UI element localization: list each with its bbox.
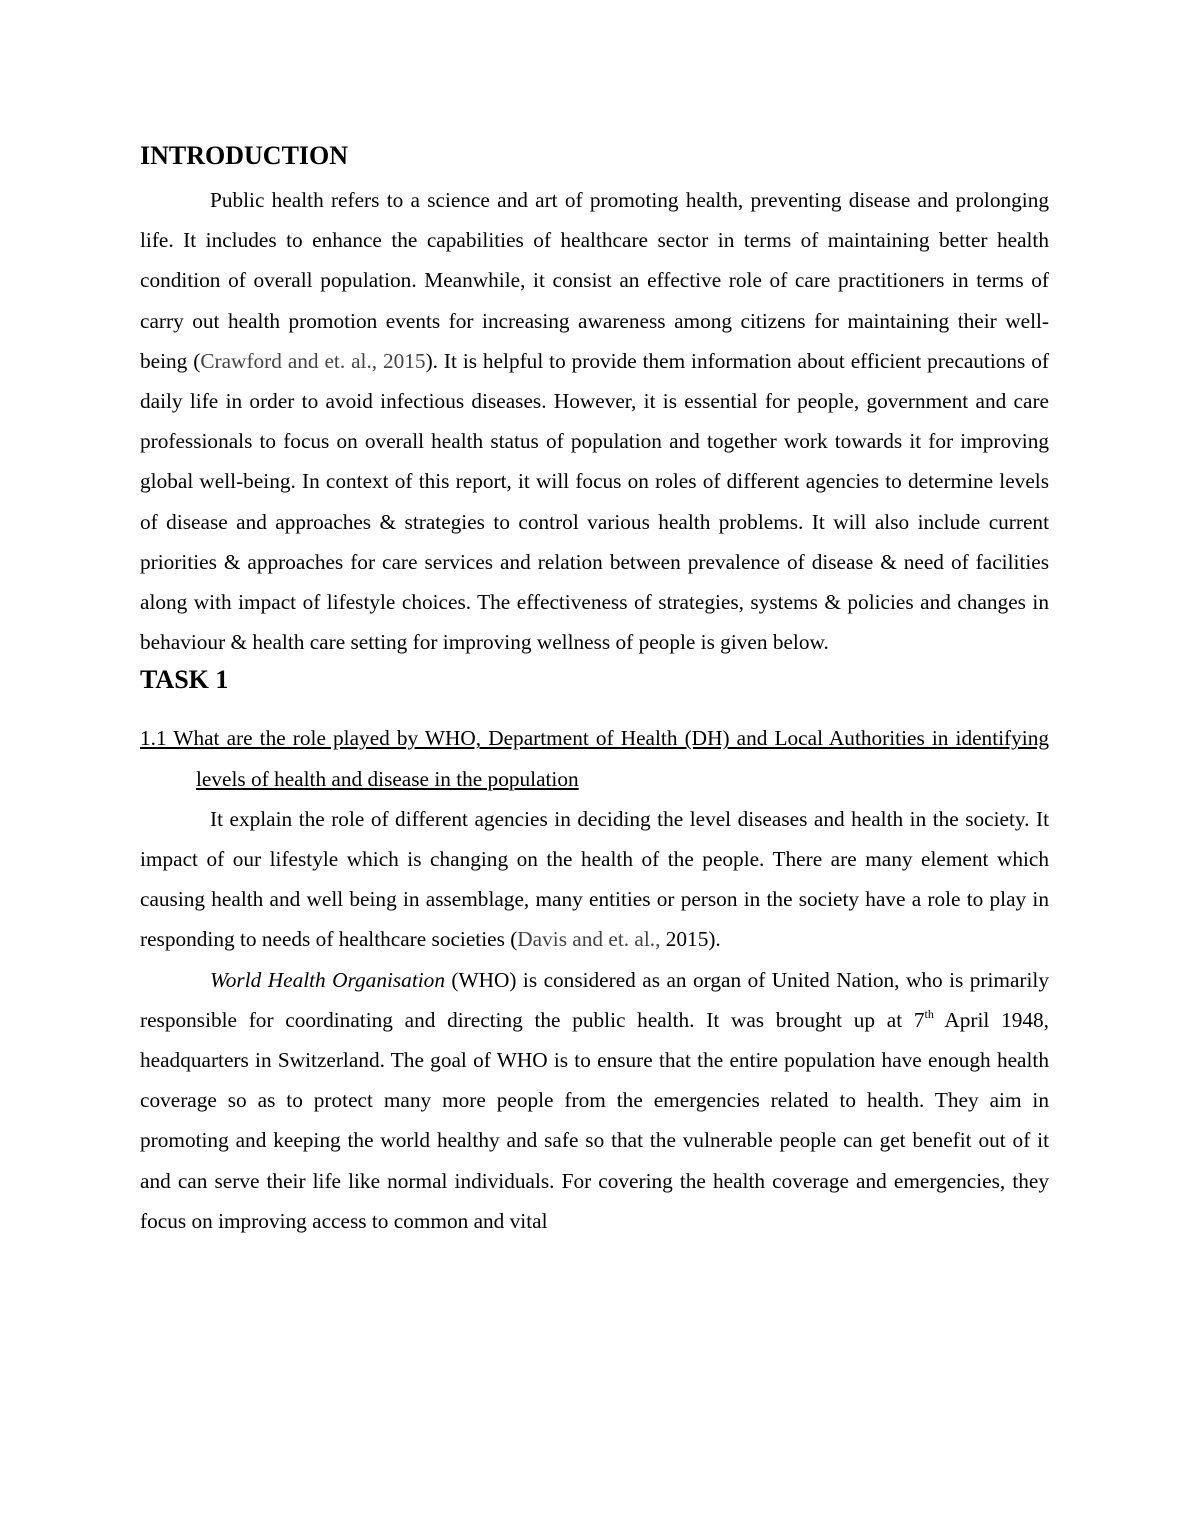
task1-p1-citation: Davis and et. al.,: [517, 927, 661, 952]
introduction-paragraph: [140, 180, 1049, 662]
task1-paragraph-1: [140, 799, 1049, 960]
who-italic-name: World Health Organisation: [210, 967, 445, 992]
document-page: [140, 138, 1049, 1241]
task1-p2-text-1: (WHO) is considered as an organ of United Nation, who is primarily responsible for coordinating and directing the public health. It was brought up at 7: [140, 967, 1049, 1032]
intro-text-1: Public health refers to a science and art of promoting health, preventing disease and prolonging life. It includes to enhance the capabilities of healthcare sector in terms of maintaining better health condition of overall population. Meanwhile, it consist an effective role of care practitioners in terms of carry out health promotion events for increasing awareness among citizens for maintaining their well-being (: [140, 188, 1049, 373]
task1-p2-text-2: April 1948, headquarters in Switzerland. The goal of WHO is to ensure that the entire population have enough health coverage so as to protect many more people from the emergencies related to health. They aim in promoting and keeping the world healthy and safe so that the vulnerable people can get benefit out of it and can serve their life like normal individuals. For covering the health coverage and emergencies, they focus on improving access to common and vital: [140, 1007, 1049, 1233]
task1-paragraph-2: [140, 960, 1049, 1241]
task1-p1-text-2: 2015).: [660, 927, 721, 952]
task1-subheading: 1.1 What are the role played by WHO, Department of Health (DH) and Local Authorities in identifying levels of health and disease in the population: [140, 726, 1049, 791]
task1-heading: TASK 1: [140, 665, 229, 695]
introduction-heading: INTRODUCTION: [140, 141, 349, 170]
ordinal-suffix: th: [924, 1006, 934, 1021]
intro-text-2: ). It is helpful to provide them information about efficient precautions of daily life in order to avoid infectious diseases. However, it is essential for people, government and care professionals to focus on overall health status of population and together work towards it for improving global well-being. In context of this report, it will focus on roles of different agencies to determine levels of disease and approaches & strategies to control various health problems. It will also include current priorities & approaches for care services and relation between prevalence of disease & need of facilities along with impact of lifestyle choices. The effectiveness of strategies, systems & policies and changes in behaviour & health care setting for improving wellness of people is given below.: [140, 348, 1049, 655]
task1-p1-text-1: It explain the role of different agencies in deciding the level diseases and health in the society. It impact of our lifestyle which is changing on the health of the people. There are many element which causing health and well being in assemblage, many entities or person in the society have a role to play in responding to needs of healthcare societies (: [140, 806, 1049, 952]
intro-citation: Crawford and et. al., 2015: [200, 348, 426, 373]
